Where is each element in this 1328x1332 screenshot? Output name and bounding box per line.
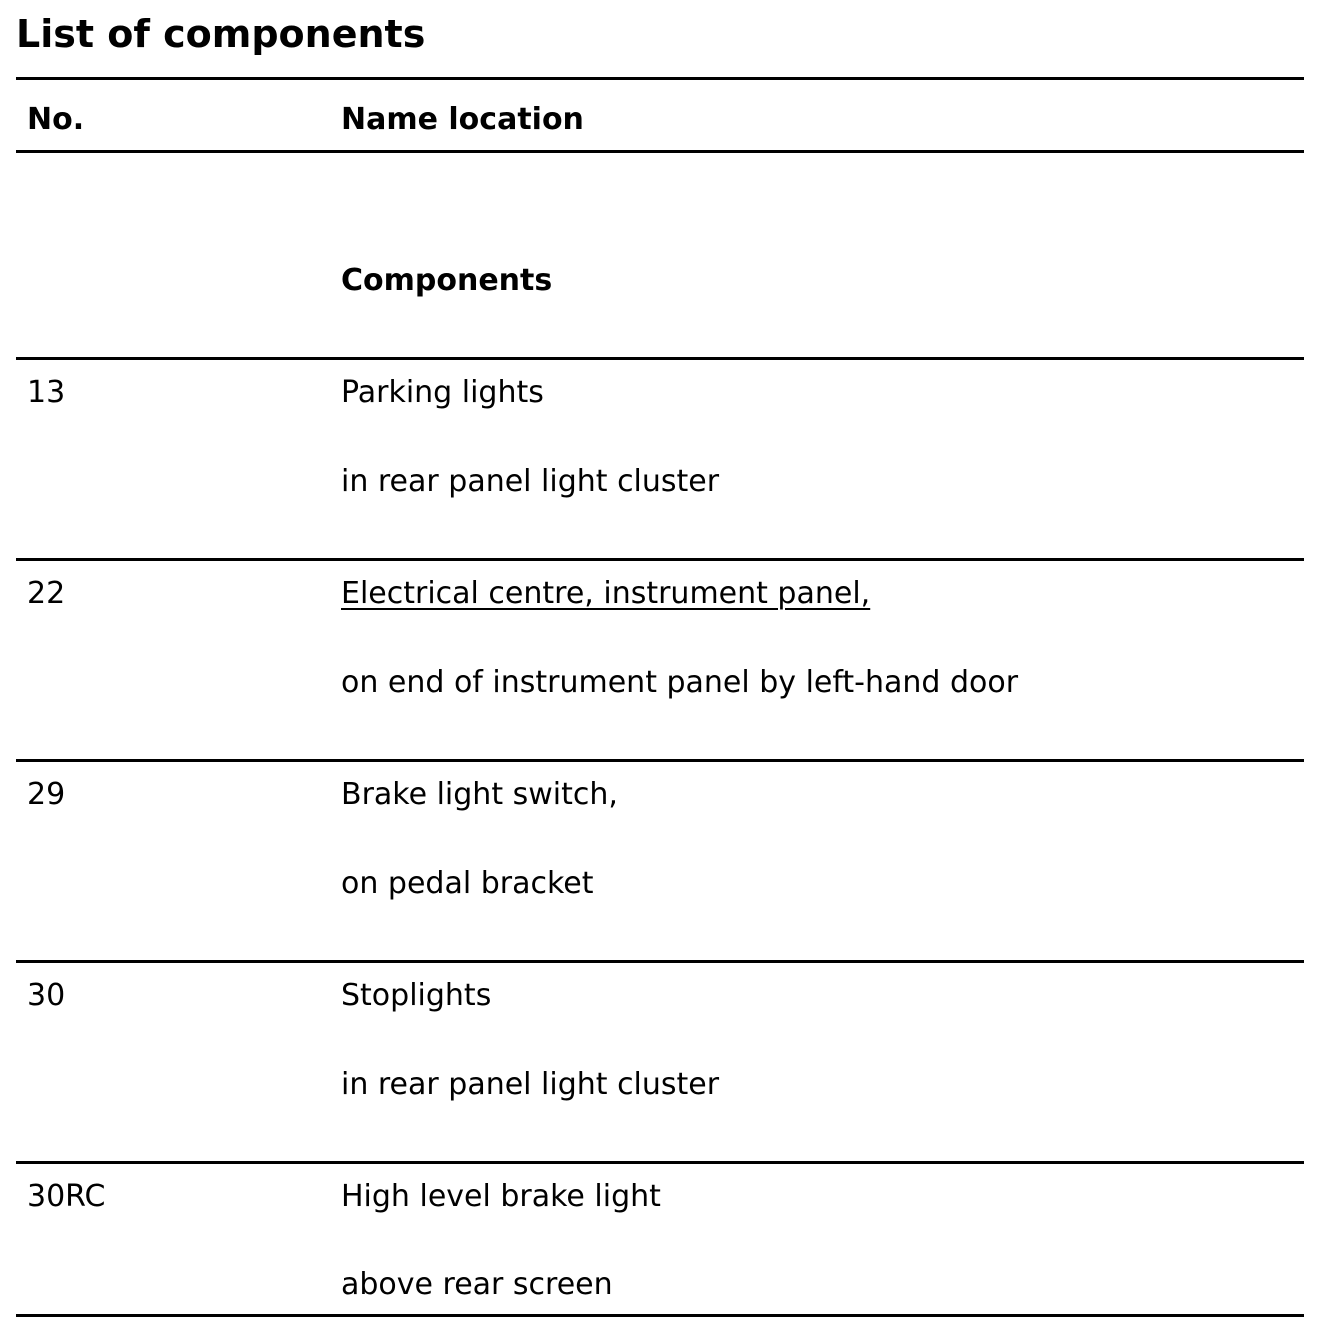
- component-number: 13: [27, 375, 66, 410]
- component-name: High level brake light: [341, 1179, 661, 1214]
- table-top-rule: [16, 77, 1304, 80]
- row-divider: [16, 558, 1304, 561]
- table-bottom-rule: [16, 1314, 1304, 1317]
- component-name: Stoplights: [341, 978, 492, 1013]
- component-location: above rear screen: [341, 1267, 613, 1302]
- column-header-name-location: Name location: [341, 102, 584, 137]
- component-name-link[interactable]: Electrical centre, instrument panel,: [341, 576, 871, 611]
- section-rule: [16, 357, 1304, 360]
- row-divider: [16, 1161, 1304, 1164]
- row-divider: [16, 759, 1304, 762]
- section-heading: Components: [341, 263, 553, 298]
- row-divider: [16, 960, 1304, 963]
- component-location: on end of instrument panel by left-hand door: [341, 665, 1019, 700]
- page-title: List of components: [16, 12, 426, 56]
- component-location: in rear panel light cluster: [341, 464, 720, 499]
- component-location: on pedal bracket: [341, 866, 594, 901]
- component-name: Brake light switch,: [341, 777, 618, 812]
- column-header-no: No.: [27, 102, 85, 137]
- component-number: 22: [27, 576, 66, 611]
- component-number: 29: [27, 777, 66, 812]
- component-name: Parking lights: [341, 375, 544, 410]
- component-number: 30RC: [27, 1179, 106, 1214]
- component-number: 30: [27, 978, 66, 1013]
- component-location: in rear panel light cluster: [341, 1067, 720, 1102]
- header-bottom-rule: [16, 150, 1304, 153]
